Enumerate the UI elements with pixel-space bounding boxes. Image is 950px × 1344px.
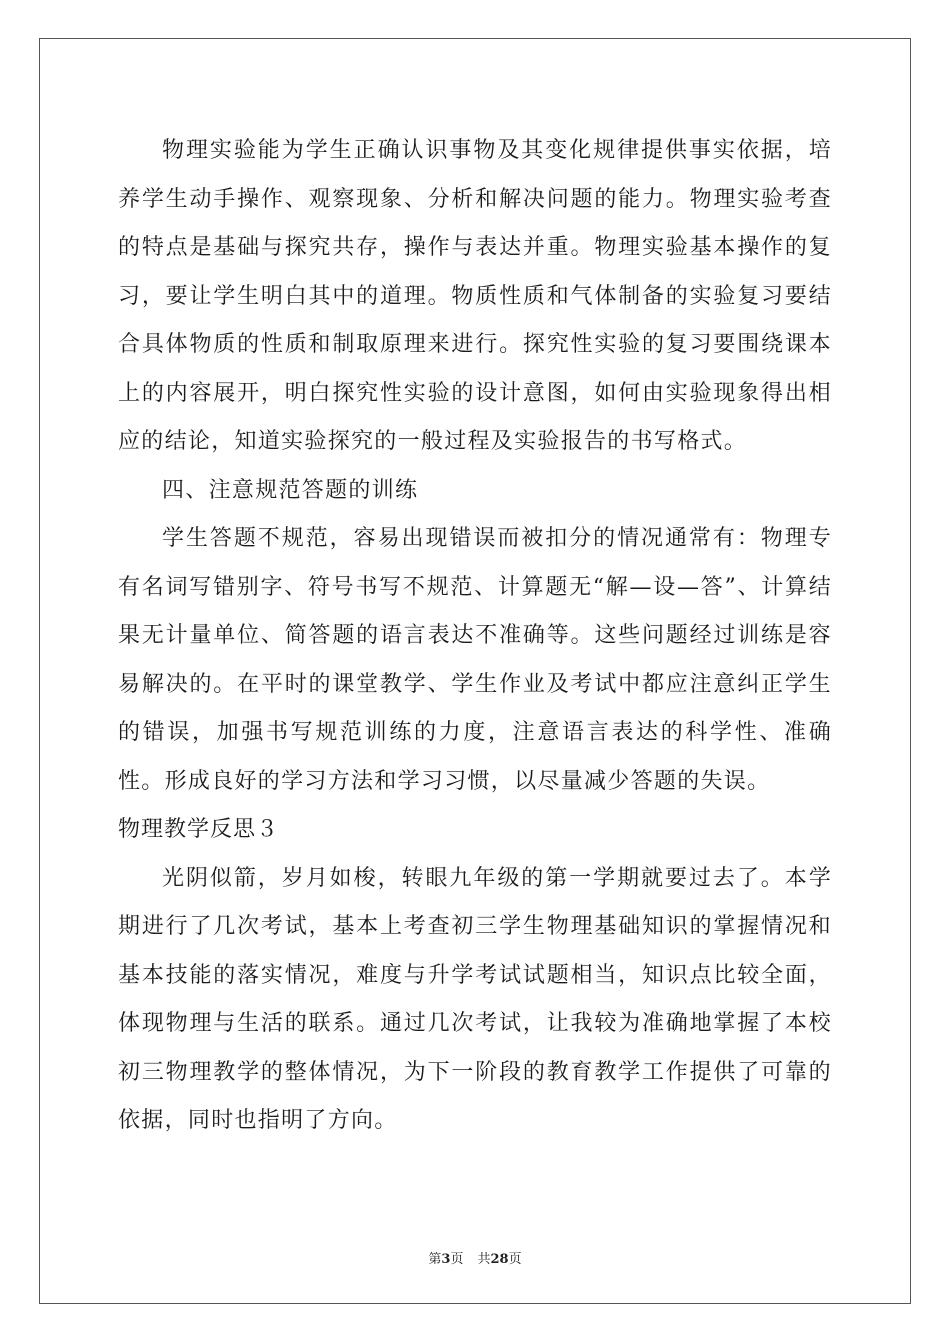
total-prefix: 共 [477,1252,491,1267]
current-page-number: 3 [441,1252,451,1267]
paragraph-experiments: 物理实验能为学生正确认识事物及其变化规律提供事实依据，培养学生动手操作、观察现象、分析和解决问题的能力。物理实验考查的特点是基础与探究共存，操作与表达并重。物理实验基本操作的复习，要让学生明白其中的道理。物质性质和气体制备的实验复习要结合具体物质的性质和制取原理来进行。探究性实验的复习要围绕课本上的内容展开，明白探究性实验的设计意图，如何由实验现象得出相应的结论，知道实验探究的一般过程及实验报告的书写格式。 [118,138,832,454]
paragraph-semester-review: 光阴似箭，岁月如梭，转眼九年级的第一学期就要过去了。本学期进行了几次考试，基本上考查初三学生物理基础知识的掌握情况和基本技能的落实情况，难度与升学考试试题相当，知识点比较全面，体现物理与生活的联系。通过几次考试，让我较为准确地掌握了本校初三物理教学的整体情况，为下一阶段的教育教学工作提供了可靠的依据，同时也指明了方向。 [118,865,832,1133]
document-body [118,127,832,1146]
article-title-reflection-3: 物理教学反思３ [118,817,280,842]
page-footer [0,1248,950,1267]
page-prefix: 第 [428,1252,442,1267]
total-page-count: 28 [490,1252,509,1267]
page-unit: 页 [450,1252,464,1267]
section-heading-answer-standards: 四、注意规范答题的训练 [162,477,419,503]
paragraph-answer-standards: 学生答题不规范，容易出现错误而被扣分的情况通常有：物理专有名词写错别字、符号书写不规范、计算题无“解—设—答”、计算结果无计量单位、简答题的语言表达不准确等。这些问题经过训练是容易解决的。在平时的课堂教学、学生作业及考试中都应注意纠正学生的错误，加强书写规范训练的力度，注意语言表达的科学性、准确性。形成良好的学习方法和学习习惯，以尽量减少答题的失误。 [118,526,832,794]
total-unit: 页 [508,1252,522,1267]
